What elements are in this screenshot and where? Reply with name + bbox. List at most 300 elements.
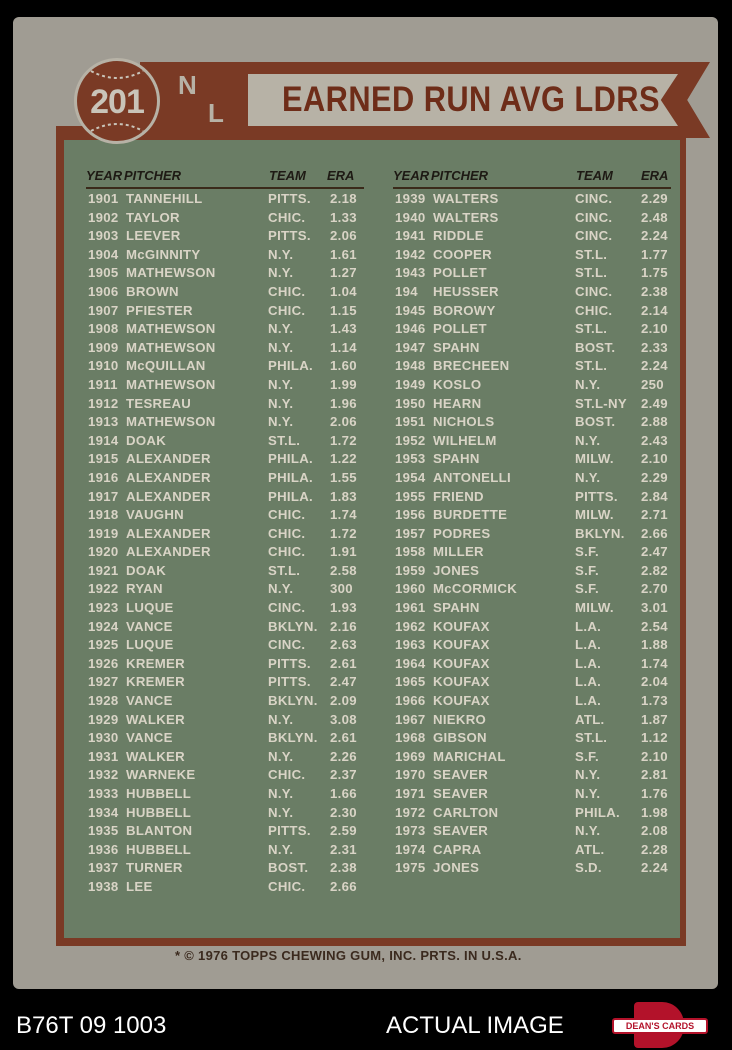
row-team: ST.L. <box>268 562 301 578</box>
row-year: 1936 <box>88 841 119 857</box>
row-team: CINC. <box>268 637 306 653</box>
row-era: 1.22 <box>330 451 357 467</box>
row-year: 1904 <box>88 246 119 262</box>
row-year: 194 <box>395 283 418 299</box>
row-pitcher: WALTERS <box>433 191 499 206</box>
row-team: L.A. <box>575 693 602 709</box>
row-year: 1974 <box>395 841 426 857</box>
row-year: 1967 <box>395 711 426 727</box>
row-team: CINC. <box>575 228 613 244</box>
row-year: 1908 <box>88 321 119 337</box>
row-year: 1959 <box>395 562 426 578</box>
row-year: 1973 <box>395 823 426 839</box>
row-era: 1.88 <box>641 637 668 653</box>
row-era: 2.54 <box>641 618 668 634</box>
actual-image-label: ACTUAL IMAGE <box>386 1012 564 1039</box>
row-year: 1929 <box>88 711 119 727</box>
row-team: CHIC. <box>268 283 306 299</box>
row-pitcher: WILHELM <box>433 432 497 448</box>
row-pitcher: DOAK <box>126 562 167 578</box>
row-year: 1911 <box>88 376 118 392</box>
right-column-header <box>393 165 671 189</box>
row-team: L.A. <box>575 655 602 671</box>
row-year: 1919 <box>88 525 119 541</box>
row-team: PHILA. <box>268 358 314 374</box>
row-era: 1.27 <box>330 265 357 281</box>
row-pitcher: KOUFAX <box>433 674 490 690</box>
row-year: 1921 <box>88 562 119 578</box>
row-year: 1926 <box>88 655 119 671</box>
row-era: 1.55 <box>330 469 357 485</box>
row-team: N.Y. <box>268 786 294 801</box>
row-era: 2.14 <box>641 302 668 318</box>
row-pitcher: MATHEWSON <box>126 339 216 355</box>
row-pitcher: KOUFAX <box>433 618 490 634</box>
row-year: 1937 <box>88 860 119 876</box>
row-team: PITTS. <box>575 488 618 504</box>
row-era: 2.37 <box>330 767 357 783</box>
row-pitcher: BURDETTE <box>433 507 508 523</box>
row-team: MILW. <box>575 600 614 616</box>
row-era: 2.09 <box>330 693 357 709</box>
row-era: 1.33 <box>330 209 357 225</box>
row-era: 2.61 <box>330 655 357 671</box>
row-year: 1922 <box>88 581 119 597</box>
row-year: 1961 <box>395 600 426 616</box>
header-era: ERA <box>327 168 355 183</box>
row-pitcher: HUBBELL <box>126 786 192 801</box>
row-team: N.Y. <box>575 767 601 783</box>
row-team: N.Y. <box>268 376 294 392</box>
row-team: PITTS. <box>268 655 311 671</box>
row-era: 1.74 <box>641 655 668 671</box>
row-team: N.Y. <box>268 414 294 430</box>
row-year: 1946 <box>395 321 426 337</box>
row-pitcher: MATHEWSON <box>126 321 216 337</box>
row-team: L.A. <box>575 618 602 634</box>
row-pitcher: MILLER <box>433 544 484 560</box>
league-label <box>178 70 240 128</box>
row-pitcher: SPAHN <box>433 451 480 467</box>
row-year: 1938 <box>88 878 119 894</box>
row-team: CHIC. <box>268 878 306 894</box>
row-year: 1962 <box>395 618 426 634</box>
row-year: 1970 <box>395 767 426 783</box>
header-pitcher: PITCHER <box>431 168 489 183</box>
row-era: 2.48 <box>641 209 668 225</box>
row-team: ST.L. <box>268 432 301 448</box>
row-year: 1910 <box>88 358 119 374</box>
row-era: 2.88 <box>641 414 668 430</box>
row-era: 2.26 <box>330 748 357 764</box>
row-team: CHIC. <box>268 302 306 318</box>
row-year: 1927 <box>88 674 119 690</box>
row-pitcher: SPAHN <box>433 339 480 355</box>
row-era: 1.04 <box>330 283 357 299</box>
row-era: 2.10 <box>641 748 668 764</box>
row-era: 3.08 <box>330 711 357 727</box>
row-pitcher: HUBBELL <box>126 804 192 820</box>
row-era: 2.29 <box>641 191 668 206</box>
row-era: 2.18 <box>330 191 357 206</box>
row-pitcher: ALEXANDER <box>126 451 211 467</box>
row-era: 250 <box>641 376 664 392</box>
header-year: YEAR <box>86 168 123 183</box>
row-pitcher: POLLET <box>433 321 487 337</box>
row-year: 1954 <box>395 469 426 485</box>
row-team: CHIC. <box>268 767 306 783</box>
row-year: 1949 <box>395 376 426 392</box>
row-team: S.F. <box>575 748 599 764</box>
row-team: BOST. <box>575 414 616 430</box>
row-era: 2.31 <box>330 841 357 857</box>
row-era: 1.77 <box>641 246 668 262</box>
row-pitcher: WARNEKE <box>126 767 196 783</box>
row-era: 2.59 <box>330 823 357 839</box>
row-era: 2.08 <box>641 823 668 839</box>
row-year: 1942 <box>395 246 426 262</box>
row-pitcher: TURNER <box>126 860 183 876</box>
header-team: TEAM <box>576 168 613 183</box>
row-team: N.Y. <box>575 469 601 485</box>
row-pitcher: McCORMICK <box>433 581 518 597</box>
row-pitcher: KOSLO <box>433 376 482 392</box>
row-pitcher: PODRES <box>433 525 491 541</box>
row-year: 1909 <box>88 339 119 355</box>
row-pitcher: HEUSSER <box>433 283 499 299</box>
row-pitcher: MARICHAL <box>433 748 506 764</box>
row-team: BKLYN. <box>268 693 318 709</box>
row-year: 1945 <box>395 302 426 318</box>
row-era: 2.81 <box>641 767 668 783</box>
row-era: 300 <box>330 581 353 597</box>
row-era: 2.84 <box>641 488 668 504</box>
row-pitcher: ALEXANDER <box>126 469 211 485</box>
row-year: 1903 <box>88 228 119 244</box>
row-team: CINC. <box>575 191 613 206</box>
row-team: ATL. <box>575 711 605 727</box>
row-year: 1971 <box>395 786 426 801</box>
row-year: 1955 <box>395 488 426 504</box>
row-team: BOST. <box>575 339 616 355</box>
row-pitcher: JONES <box>433 860 480 876</box>
row-pitcher: WALKER <box>126 748 185 764</box>
row-pitcher: VANCE <box>126 730 173 746</box>
row-era: 1.61 <box>330 246 357 262</box>
row-pitcher: WALTERS <box>433 209 499 225</box>
row-era: 3.01 <box>641 600 668 616</box>
row-pitcher: TESREAU <box>126 395 192 411</box>
row-year: 1907 <box>88 302 119 318</box>
row-team: ST.L. <box>575 265 608 281</box>
row-era: 2.47 <box>641 544 668 560</box>
row-era: 2.10 <box>641 321 668 337</box>
row-pitcher: KREMER <box>126 674 185 690</box>
row-year: 1940 <box>395 209 426 225</box>
left-column-header <box>86 165 364 189</box>
row-era: 1.43 <box>330 321 357 337</box>
row-year: 1958 <box>395 544 426 560</box>
row-team: S.D. <box>575 860 602 876</box>
row-team: PITTS. <box>268 228 311 244</box>
row-team: N.Y. <box>268 711 294 727</box>
row-era: 2.04 <box>641 674 668 690</box>
row-era: 1.72 <box>330 525 357 541</box>
row-year: 1939 <box>395 191 426 206</box>
row-year: 1931 <box>88 748 119 764</box>
card-title: EARNED RUN AVG LDRS <box>282 80 660 119</box>
row-team: BKLYN. <box>268 618 318 634</box>
row-team: MILW. <box>575 451 614 467</box>
row-era: 1.73 <box>641 693 668 709</box>
row-year: 1951 <box>395 414 426 430</box>
row-team: CHIC. <box>575 302 613 318</box>
row-pitcher: NIEKRO <box>433 711 487 727</box>
row-team: CINC. <box>575 209 613 225</box>
row-team: PITTS. <box>268 674 311 690</box>
row-team: N.Y. <box>575 376 601 392</box>
row-team: ST.L-NY <box>575 395 627 411</box>
row-year: 1934 <box>88 804 119 820</box>
row-era: 1.14 <box>330 339 357 355</box>
row-team: CINC. <box>268 600 306 616</box>
row-year: 1901 <box>88 191 119 206</box>
row-pitcher: McQUILLAN <box>126 358 206 374</box>
row-pitcher: HUBBELL <box>126 841 192 857</box>
row-era: 2.58 <box>330 562 357 578</box>
row-year: 1902 <box>88 209 119 225</box>
row-year: 1968 <box>395 730 426 746</box>
row-team: ST.L. <box>575 246 608 262</box>
row-year: 1969 <box>395 748 426 764</box>
row-team: CHIC. <box>268 525 306 541</box>
row-pitcher: ALEXANDER <box>126 544 211 560</box>
row-team: PHILA. <box>575 804 621 820</box>
row-year: 1925 <box>88 637 119 653</box>
row-year: 1941 <box>395 228 426 244</box>
header-era: ERA <box>641 168 669 183</box>
row-era: 1.87 <box>641 711 668 727</box>
row-pitcher: SPAHN <box>433 600 480 616</box>
row-team: CHIC. <box>268 507 306 523</box>
row-pitcher: SEAVER <box>433 767 489 783</box>
row-team: ST.L. <box>575 730 608 746</box>
row-pitcher: VANCE <box>126 618 173 634</box>
row-team: N.Y. <box>268 804 294 820</box>
row-year: 1950 <box>395 395 426 411</box>
row-year: 1975 <box>395 860 426 876</box>
row-pitcher: HEARN <box>433 395 482 411</box>
row-team: L.A. <box>575 637 602 653</box>
row-era: 1.66 <box>330 786 357 801</box>
row-era: 1.76 <box>641 786 668 801</box>
row-pitcher: VAUGHN <box>126 507 184 523</box>
row-year: 1924 <box>88 618 119 634</box>
row-pitcher: LUQUE <box>126 637 174 653</box>
row-era: 2.24 <box>641 358 668 374</box>
row-team: N.Y. <box>575 786 601 801</box>
row-era: 2.70 <box>641 581 668 597</box>
row-team: PHILA. <box>268 451 314 467</box>
row-pitcher: MATHEWSON <box>126 414 216 430</box>
row-year: 1906 <box>88 283 119 299</box>
row-era: 1.83 <box>330 488 357 504</box>
row-pitcher: SEAVER <box>433 823 489 839</box>
row-era: 2.24 <box>641 228 668 244</box>
row-era: 1.15 <box>330 302 357 318</box>
row-year: 1916 <box>88 469 119 485</box>
row-era: 2.38 <box>641 283 668 299</box>
row-pitcher: COOPER <box>433 246 492 262</box>
row-era: 2.43 <box>641 432 668 448</box>
row-pitcher: ALEXANDER <box>126 488 211 504</box>
row-team: BOST. <box>268 860 309 876</box>
row-year: 1928 <box>88 693 119 709</box>
row-year: 1933 <box>88 786 119 801</box>
row-era: 1.12 <box>641 730 668 746</box>
row-year: 1905 <box>88 265 119 281</box>
row-year: 1953 <box>395 451 426 467</box>
row-era: 2.66 <box>330 878 357 894</box>
row-year: 1930 <box>88 730 119 746</box>
row-era: 2.24 <box>641 860 668 876</box>
row-pitcher: ALEXANDER <box>126 525 211 541</box>
row-pitcher: LEEVER <box>126 228 181 244</box>
header-team: TEAM <box>269 168 306 183</box>
cert-number: B76T 09 1003 <box>16 1012 167 1039</box>
row-team: CHIC. <box>268 544 306 560</box>
row-pitcher: KOUFAX <box>433 693 490 709</box>
row-team: L.A. <box>575 674 602 690</box>
row-pitcher: CARLTON <box>433 804 499 820</box>
row-pitcher: POLLET <box>433 265 487 281</box>
row-pitcher: FRIEND <box>433 488 484 504</box>
row-pitcher: PFIESTER <box>126 302 193 318</box>
row-pitcher: MATHEWSON <box>126 265 216 281</box>
row-era: 1.93 <box>330 600 357 616</box>
row-year: 1966 <box>395 693 426 709</box>
row-era: 2.38 <box>330 860 357 876</box>
row-pitcher: CAPRA <box>433 841 482 857</box>
header-pitcher: PITCHER <box>124 168 182 183</box>
row-pitcher: JONES <box>433 562 480 578</box>
row-year: 1965 <box>395 674 426 690</box>
row-team: N.Y. <box>268 841 294 857</box>
row-year: 1957 <box>395 525 426 541</box>
row-team: N.Y. <box>575 432 601 448</box>
row-pitcher: McGINNITY <box>126 246 201 262</box>
card-number: 201 <box>90 83 144 121</box>
row-team: PHILA. <box>268 469 314 485</box>
baseball-icon <box>74 58 160 144</box>
row-year: 1963 <box>395 637 426 653</box>
row-pitcher: SEAVER <box>433 786 489 801</box>
row-era: 1.75 <box>641 265 668 281</box>
row-team: N.Y. <box>268 321 294 337</box>
row-year: 1918 <box>88 507 119 523</box>
row-team: CHIC. <box>268 209 306 225</box>
row-year: 1935 <box>88 823 119 839</box>
row-pitcher: TANNEHILL <box>126 191 203 206</box>
row-year: 1932 <box>88 767 119 783</box>
row-year: 1972 <box>395 804 426 820</box>
row-team: N.Y. <box>268 748 294 764</box>
row-team: N.Y. <box>575 823 601 839</box>
row-era: 2.47 <box>330 674 357 690</box>
row-pitcher: TAYLOR <box>126 209 180 225</box>
league-letter-n: N <box>178 70 197 100</box>
row-team: BKLYN. <box>268 730 318 746</box>
row-year: 1952 <box>395 432 426 448</box>
row-pitcher: NICHOLS <box>433 414 495 430</box>
row-team: MILW. <box>575 507 614 523</box>
row-team: ATL. <box>575 841 605 857</box>
row-pitcher: VANCE <box>126 693 173 709</box>
row-team: N.Y. <box>268 265 294 281</box>
row-pitcher: BRECHEEN <box>433 358 510 374</box>
row-era: 1.74 <box>330 507 357 523</box>
row-team: ST.L. <box>575 321 608 337</box>
row-pitcher: BLANTON <box>126 823 193 839</box>
row-pitcher: KREMER <box>126 655 185 671</box>
row-year: 1943 <box>395 265 426 281</box>
deans-cards-logo <box>612 1002 708 1048</box>
row-team: N.Y. <box>268 246 294 262</box>
row-pitcher: GIBSON <box>433 730 487 746</box>
row-pitcher: RIDDLE <box>433 228 484 244</box>
row-pitcher: DOAK <box>126 432 167 448</box>
row-team: S.F. <box>575 544 599 560</box>
row-year: 1964 <box>395 655 426 671</box>
row-era: 2.30 <box>330 804 357 820</box>
row-era: 1.96 <box>330 395 357 411</box>
row-team: PHILA. <box>268 488 314 504</box>
row-team: CINC. <box>575 283 613 299</box>
logo-text: DEAN'S CARDS <box>612 1018 708 1034</box>
row-team: PITTS. <box>268 191 311 206</box>
row-era: 2.82 <box>641 562 668 578</box>
row-pitcher: ANTONELLI <box>433 469 511 485</box>
row-year: 1917 <box>88 488 119 504</box>
row-pitcher: BOROWY <box>433 302 496 318</box>
row-era: 2.63 <box>330 637 357 653</box>
row-team: N.Y. <box>268 339 294 355</box>
row-era: 2.06 <box>330 414 357 430</box>
row-pitcher: BROWN <box>126 283 179 299</box>
copyright-line: * © 1976 TOPPS CHEWING GUM, INC. PRTS. IN U.S.A. <box>175 948 522 963</box>
row-year: 1948 <box>395 358 426 374</box>
row-team: N.Y. <box>268 395 294 411</box>
row-era: 1.72 <box>330 432 357 448</box>
row-year: 1947 <box>395 339 426 355</box>
league-letter-l: L <box>208 98 224 128</box>
row-team: ST.L. <box>575 358 608 374</box>
row-era: 2.10 <box>641 451 668 467</box>
row-era: 2.29 <box>641 469 668 485</box>
row-era: 2.49 <box>641 395 668 411</box>
row-team: S.F. <box>575 562 599 578</box>
row-team: N.Y. <box>268 581 294 597</box>
row-era: 2.33 <box>641 339 668 355</box>
row-pitcher: LUQUE <box>126 600 174 616</box>
row-year: 1912 <box>88 395 119 411</box>
row-pitcher: WALKER <box>126 711 185 727</box>
row-year: 1915 <box>88 451 119 467</box>
row-year: 1914 <box>88 432 119 448</box>
row-year: 1920 <box>88 544 119 560</box>
row-pitcher: KOUFAX <box>433 637 490 653</box>
row-pitcher: KOUFAX <box>433 655 490 671</box>
